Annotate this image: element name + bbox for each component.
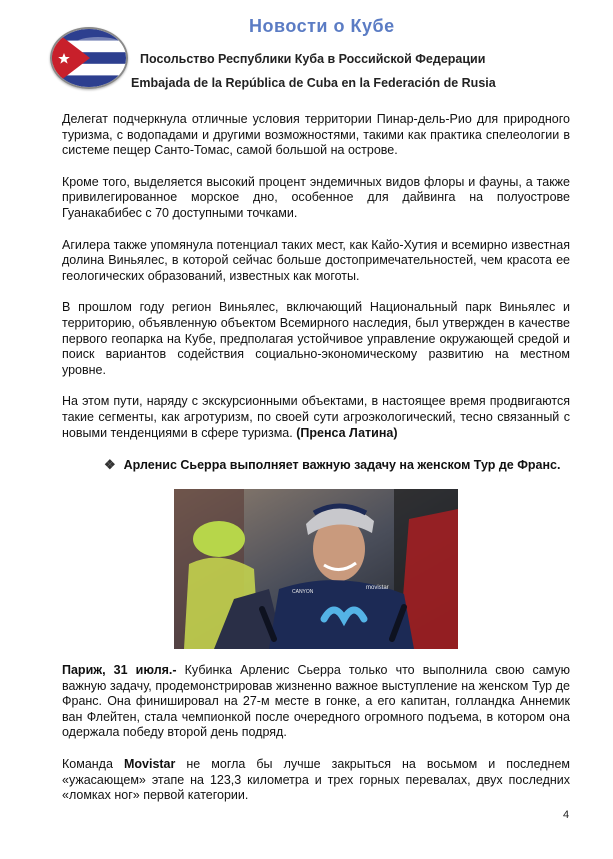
paragraph (62, 757, 570, 804)
paragraph-text: Команда (62, 757, 124, 772)
flag-icon (52, 29, 126, 87)
team-name: Movistar (123, 757, 176, 772)
paragraph: В прошлом году регион Виньялес, включающий Национальный парк Виньялес и территорию, объявленную объектом Всемирного наследия, был утвержден в качестве первого геопарка на Кубе, предполагая устойчивое управление окружающей средой и поиск вариантов содействия социально-экономическому развитию на местном уровне. (62, 300, 570, 377)
jersey-sponsor: CANYON (292, 589, 314, 596)
paragraph: Агилера также упомянула потенциал таких мест, как Кайо-Хутия и всемирно известная долина Виньялес, в которой сейчас больше достопримечательностей, чем красота ее геологических образований, известных как моготы. (62, 237, 570, 283)
embassy-name-ru: Посольство Республики Куба в Российской Федерации (140, 52, 486, 66)
paragraph: Делегат подчеркнула отличные условия территории Пинар-дель-Рио для природного туризма, с водопадами и другими возможностями, такими как практика спелеологии в системе пещер Санто-Томас, самой большой на острове. (62, 112, 570, 158)
paragraph-text: Кубинка Арленис Сьерра только что выполнила свою самую важную задачу, продемонстрировав жизненно важное выступление на женском Тур де Франс. Она финишировал на 27-м месте в гонке, а его капитан, голландка Аннемик ван Флейтен, стала чемпионкой после очередного огромного подъема, в котором она одержала победу второй день подряд. (62, 663, 571, 740)
paragraph-text: не могла бы лучше закрыться на восьмом и последнем «ужасающем» этапе на 123,3 километра и трех горных перевалах, двух последних «ломках ног» первой категории. (62, 757, 570, 803)
jersey-brand: movistar (366, 585, 389, 592)
paragraph-text: На этом пути, наряду с экскурсионными объектами, в настоящее время продвигаются такие сегменты, как агротуризм, по своей сути агроэкологический, тесно связанный с новыми тенденциями в сфере туризма. (62, 394, 570, 440)
paragraph: Кроме того, выделяется высокий процент эндемичных видов флоры и фауны, а также привилегированное морское дно, особенное для дайвинга на полуострове Гуанакабибес с 70 доступными точками. (62, 174, 570, 220)
headline-text: Арленис Сьерра выполняет важную задачу на женском Тур де Франс. (123, 458, 561, 473)
paragraph (62, 394, 570, 441)
source-credit: (Пренса Латина) (296, 425, 398, 440)
page-content (62, 112, 570, 820)
cuban-flag-logo (50, 27, 128, 89)
page-number: 4 (563, 809, 570, 821)
dateline: Париж, 31 июля.- (62, 663, 177, 678)
page-header (0, 0, 613, 100)
paragraph (62, 663, 570, 741)
article-headline (104, 457, 570, 473)
embassy-name-es: Embajada de la República de Cuba en la Federación de Rusia (131, 76, 496, 90)
cyclist-photo (174, 489, 458, 649)
diamond-bullet-icon: ❖ (104, 457, 116, 473)
masthead-title: Новости о Кубе (249, 16, 395, 36)
